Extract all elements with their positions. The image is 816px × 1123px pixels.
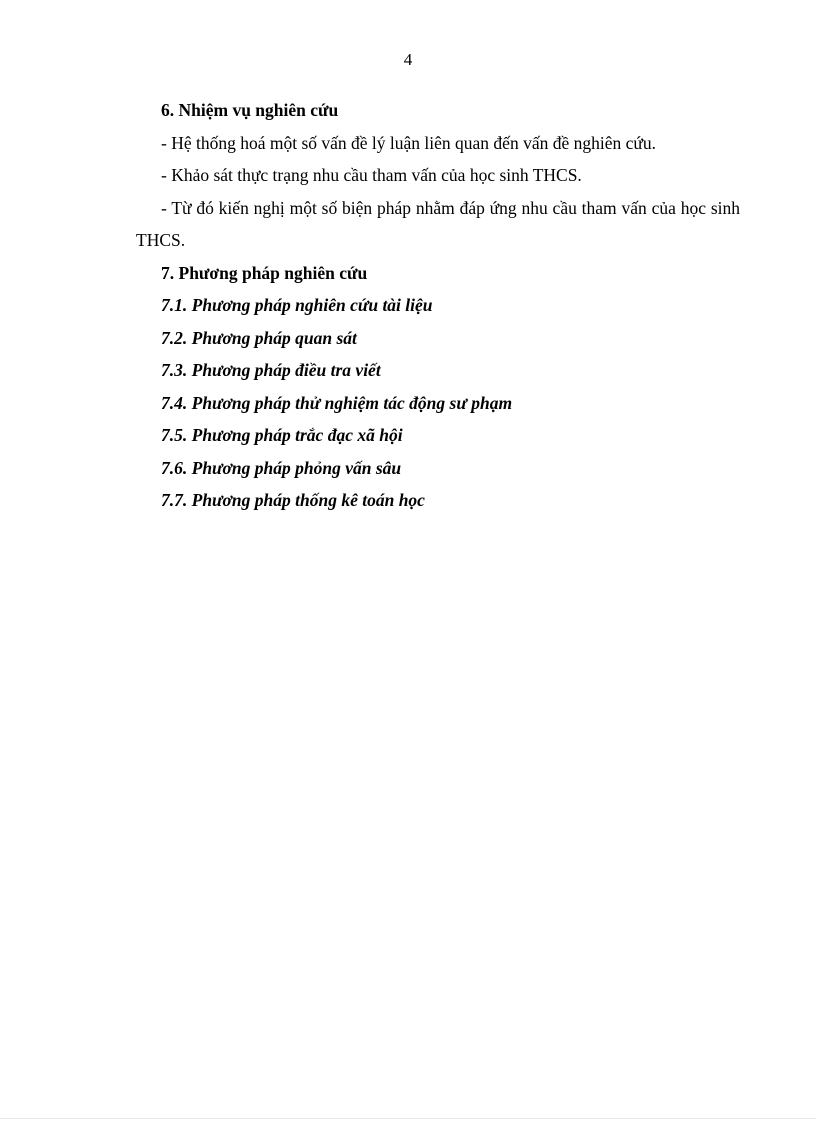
section-6-heading: 6. Nhiệm vụ nghiên cứu xyxy=(161,100,339,120)
method-item: 7.1. Phương pháp nghiên cứu tài liệu xyxy=(161,295,433,315)
page-number: 4 xyxy=(403,50,413,69)
section-7-heading: 7. Phương pháp nghiên cứu xyxy=(161,262,368,283)
section-6-item: - Từ đó kiến nghị một số biện pháp nhằm đáp ứng nhu cầu tham vấn của học sinh THCS. xyxy=(136,197,740,250)
section-6-item: - Khảo sát thực trạng nhu cầu tham vấn của học sinh THCS. xyxy=(161,165,582,185)
section-6-item: - Hệ thống hoá một số vấn đề lý luận liên quan đến vấn đề nghiên cứu. xyxy=(161,132,656,153)
method-item: 7.5. Phương pháp trắc đạc xã hội xyxy=(161,425,403,445)
method-item: 7.3. Phương pháp điều tra viết xyxy=(161,360,381,380)
method-item: 7.6. Phương pháp phỏng vấn sâu xyxy=(161,457,402,478)
method-item: 7.2. Phương pháp quan sát xyxy=(161,327,357,348)
page-content xyxy=(136,94,740,517)
method-item: 7.4. Phương pháp thử nghiệm tác động sư phạm xyxy=(161,392,513,413)
page-bottom-edge xyxy=(0,1118,816,1119)
method-item: 7.7. Phương pháp thống kê toán học xyxy=(161,490,425,510)
